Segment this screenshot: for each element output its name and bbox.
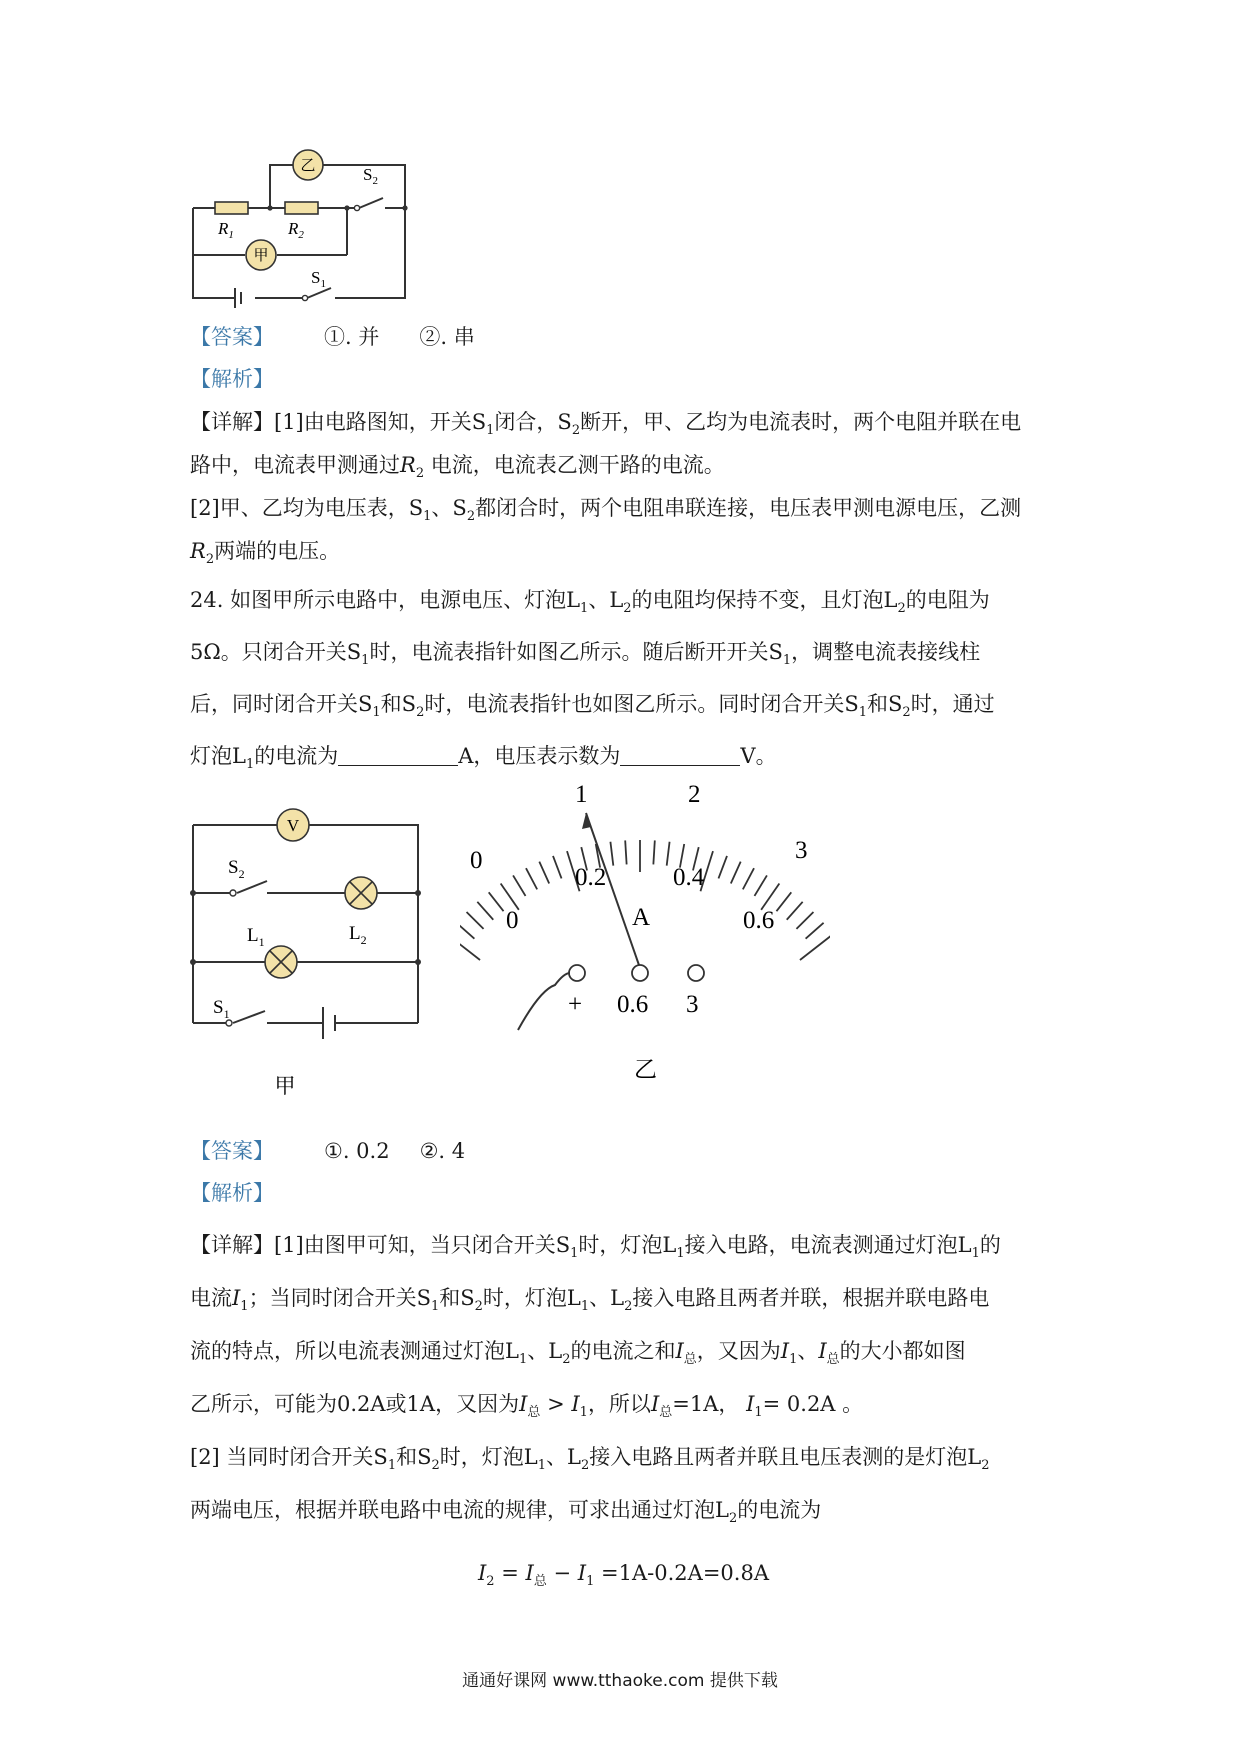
q24-equation: $I_2 = I_总 - I_1 =1A-0.2A=0.8A$ xyxy=(478,1561,769,1589)
svg-text:3: 3 xyxy=(686,991,699,1018)
lamp-l1 xyxy=(265,946,297,978)
dial-tick xyxy=(796,912,813,929)
dial-tick xyxy=(625,840,626,864)
dial-tick xyxy=(467,912,484,929)
figure-yi-caption: 乙 xyxy=(634,1057,657,1082)
q24-detail-line-4: 乙所示，可能为0.2A或1A，又因为$I_总 > I_1$，所以$I_总=1A$， $I_1= 0.2A$ 。 xyxy=(190,1392,864,1420)
q23-analysis-tag: 【解析】 xyxy=(190,367,274,391)
svg-text:1: 1 xyxy=(575,785,588,808)
svg-text:0.6: 0.6 xyxy=(617,991,649,1018)
resistor-r1 xyxy=(215,202,248,214)
q23-detail-line-4: $R_2$两端的电压。 xyxy=(190,539,341,567)
circuit-diagram-jia xyxy=(185,805,435,1100)
lamp-l2 xyxy=(345,877,377,909)
dial-unit: A xyxy=(632,904,651,931)
meter-yi-label: 乙 xyxy=(300,158,316,174)
dial-tick xyxy=(776,892,791,911)
svg-text:L2: $L_2$ xyxy=(349,923,367,947)
q24-analysis-tag: 【解析】 xyxy=(190,1181,274,1205)
dial-tick xyxy=(501,883,519,909)
q24-line-3: 后，同时闭合开关$S_1$和$S_2$时，电流表指针也如图乙所示。同时闭合开关$S_1$和$S_2$时，通过 xyxy=(190,692,995,720)
q24-detail-line-5: [2] 当同时闭合开关$S_1$和$S_2$时，灯泡$L_1$、$L_2$接入电路且两者并联且电压表测的是灯泡$L_2$ xyxy=(190,1445,990,1473)
dial-tick xyxy=(526,868,537,889)
svg-text:0.2: 0.2 xyxy=(575,864,607,891)
dial-tick xyxy=(539,862,549,884)
dial-tick xyxy=(806,923,824,939)
svg-text:0: 0 xyxy=(470,847,483,874)
svg-text:S1: $S_1$ xyxy=(213,997,230,1021)
dial-tick xyxy=(460,923,474,939)
svg-text:0: 0 xyxy=(506,907,519,934)
q24-line-1: 24. 如图甲所示电路中，电源电压、灯泡$L_1$、$L_2$的电阻均保持不变，且灯泡$L_2$的电阻为 xyxy=(190,588,990,616)
dial-tick xyxy=(553,856,562,878)
q23-answer-line: 【答案】 ①. 并 ②. 串 xyxy=(190,325,475,349)
q23-detail-line-2: 路中，电流表甲测通过$R_2$ 电流，电流表乙测干路的电流。 xyxy=(190,453,725,481)
dial-tick xyxy=(489,892,504,911)
dial-tick xyxy=(460,934,480,960)
q24-detail-line-1: 【详解】[1]由图甲可知，当只闭合开关$S_1$时，灯泡$L_1$接入电路，电流表测通过灯泡$L_1$的 xyxy=(190,1233,1001,1261)
dial-tick xyxy=(754,875,766,896)
svg-text:V: V xyxy=(286,816,300,835)
q24-answer-line: 【答案】 ①. 0.2 ②. 4 xyxy=(190,1139,466,1163)
svg-text:S1: $S_1$ xyxy=(311,268,326,290)
meter-jia-label: 甲 xyxy=(253,248,269,264)
q23-detail-line-1: 【详解】[1]由电路图知，开关$S_1$闭合，$S_2$断开，甲、乙均为电流表时，两个电阻并联在电 xyxy=(190,410,1022,438)
dial-tick xyxy=(743,868,754,889)
ammeter-dial xyxy=(460,785,830,1095)
page-footer: 通通好课网 www.tthaoke.com 提供下载 xyxy=(462,1671,778,1691)
q23-detail-line-3: [2]甲、乙均为电压表，$S_1$、$S_2$都闭合时，两个电阻串联连接，电压表甲测电源电压，乙测 xyxy=(190,496,1022,524)
q24-detail-line-6: 两端电压，根据并联电路中电流的规律，可求出通过灯泡$L_2$的电流为 xyxy=(190,1498,822,1526)
dial-tick xyxy=(761,883,779,909)
circuit-diagram-1 xyxy=(185,140,425,315)
dial-tick xyxy=(731,862,741,884)
svg-text:0.4: 0.4 xyxy=(673,864,705,891)
dial-tick xyxy=(653,840,654,864)
svg-text:R2: $R_2$ xyxy=(288,219,304,241)
dial-tick xyxy=(787,902,803,920)
svg-text:R1: $R_1$ xyxy=(218,219,234,241)
q24-line-2: 5Ω。只闭合开关$S_1$时，电流表指针如图乙所示。随后断开开关$S_1$，调整电流表接线柱 xyxy=(190,640,981,668)
figure-jia-caption: 甲 xyxy=(274,1074,296,1098)
svg-text:3: 3 xyxy=(795,837,808,864)
dial-tick xyxy=(513,875,525,896)
dial-tick xyxy=(718,856,727,878)
q24-detail-line-3: 流的特点，所以电流表测通过灯泡$L_1$、$L_2$的电流之和$I_总$，又因为$I_1$、$I_总$的大小都如图 xyxy=(190,1339,966,1367)
resistor-r2 xyxy=(285,202,318,214)
dial-tick xyxy=(667,842,670,866)
svg-text:+: + xyxy=(568,991,583,1018)
dial-tick xyxy=(610,842,613,866)
q24-line-4: 灯泡$L_1$的电流为 A，电压表示数为 V。 xyxy=(190,744,777,772)
dial-tick xyxy=(800,934,830,960)
answer-blank-1 xyxy=(338,745,458,766)
dial-tick xyxy=(477,902,493,920)
dial-ticks xyxy=(460,840,830,960)
answer-blank-2 xyxy=(620,745,740,766)
svg-text:2: 2 xyxy=(688,785,701,808)
svg-text:0.6: 0.6 xyxy=(743,907,775,934)
q24-detail-line-2: 电流$I_1$；当同时闭合开关$S_1$和$S_2$时，灯泡$L_1$、$L_2$接入电路且两者并联，根据并联电路电 xyxy=(190,1286,990,1314)
svg-text:S2: $S_2$ xyxy=(228,857,245,881)
svg-text:L1: $L_1$ xyxy=(247,925,265,949)
svg-text:S2: $S_2$ xyxy=(363,165,378,187)
